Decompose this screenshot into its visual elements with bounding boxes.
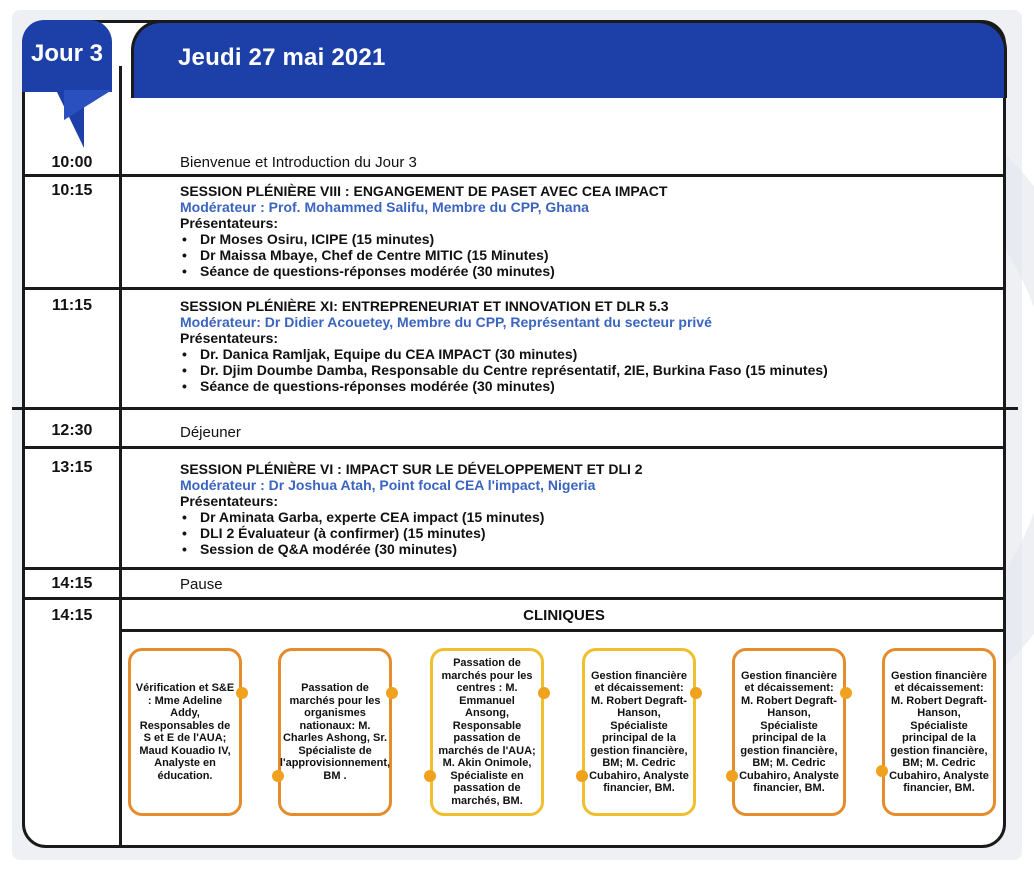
connector-dot	[236, 687, 248, 699]
session-block	[180, 183, 667, 279]
clinic-card	[582, 648, 696, 816]
time-slot: 14:15	[51, 607, 93, 624]
clinic-card	[128, 648, 242, 816]
agenda-item: Bienvenue et Introduction du Jour 3	[180, 154, 417, 171]
presenters-label: Présentateurs:	[180, 330, 279, 346]
connector-dot	[840, 687, 852, 699]
presenter-item: • Dr. Danica Ramljak, Equipe du CEA IMPACT (30 minutes)	[180, 346, 828, 362]
session-title: SESSION PLÉNIÈRE VIII : ENGANGEMENT DE PASET AVEC CEA IMPACT	[180, 183, 668, 199]
presenter-item: • DLI 2 Évaluateur (à confirmer) (15 minutes)	[180, 525, 643, 541]
presenters-label: Présentateurs:	[180, 493, 279, 509]
presenter-item: • Séance de questions-réponses modérée (30 minutes)	[180, 263, 667, 279]
time-slot: 14:15	[51, 575, 93, 592]
session-moderator: Modérateur : Prof. Mohammed Salifu, Membre du CPP, Ghana	[180, 199, 589, 215]
connector-dot	[690, 687, 702, 699]
session-block	[180, 461, 643, 557]
connector-dot	[726, 770, 738, 782]
row-divider	[22, 174, 1004, 177]
time-slot: 13:15	[51, 459, 93, 476]
row-divider	[22, 567, 1004, 570]
row-divider	[12, 407, 1018, 410]
row-divider	[22, 446, 1004, 449]
connector-dot	[424, 770, 436, 782]
row-divider	[22, 287, 1004, 290]
agenda-item: Pause	[180, 576, 223, 593]
row-divider	[22, 597, 1004, 600]
presenter-item: • Dr Maissa Mbaye, Chef de Centre MITIC (15 Minutes)	[180, 247, 667, 263]
clinic-card-text: Passation de marchés pour les organismes nationaux: M. Charles Ashong, Sr. Spécialiste de l'approvisionnement, BM .	[279, 682, 391, 782]
presenter-item: • Dr Aminata Garba, experte CEA impact (15 minutes)	[180, 509, 643, 525]
time-slot: 11:15	[51, 297, 93, 314]
connector-dot	[576, 770, 588, 782]
clinic-card-text: Vérification et S&E : Mme Adeline Addy, Responsables de S et E de l'AUA; Maud Kouadio IV, Analyste en éducation.	[135, 682, 235, 782]
clinic-card-text: Passation de marchés pour les centres : M. Emmanuel Ansong, Responsable passation de marchés de l'AUA; M. Akin Onimole, Spécialiste en passation de marchés, BM.	[438, 657, 536, 807]
connector-dot	[386, 687, 398, 699]
time-slot: 10:15	[51, 182, 93, 199]
time-column-divider	[119, 66, 122, 846]
connector-dot	[538, 687, 550, 699]
day-label: Jour 3	[30, 40, 104, 67]
time-slot: 10:00	[51, 154, 93, 171]
clinic-card-text: Gestion financière et décaissement: M. Robert Degraft-Hanson, Spécialiste principal de la gestion financière, BM; M. Cedric Cubahiro, Analyste financier, BM.	[589, 669, 689, 794]
clinic-card	[278, 648, 392, 816]
time-slot: 12:30	[51, 422, 93, 439]
presenter-item: • Session de Q&A modérée (30 minutes)	[180, 541, 643, 557]
row-divider	[119, 629, 1004, 632]
connector-dot	[876, 765, 888, 777]
connector-dot	[272, 770, 284, 782]
presenter-item: • Séance de questions-réponses modérée (30 minutes)	[180, 378, 828, 394]
clinic-card	[732, 648, 846, 816]
clinic-card	[882, 648, 996, 816]
clinic-card-text: Gestion financière et décaissement: M. Robert Degraft-Hanson, Spécialiste principal de la gestion financière, BM; M. Cedric Cubahiro, Analyste financier, BM.	[889, 669, 989, 794]
page-title: Jeudi 27 mai 2021	[178, 44, 386, 71]
presenter-item: • Dr Moses Osiru, ICIPE (15 minutes)	[180, 231, 667, 247]
cliniques-heading: CLINIQUES	[523, 607, 605, 624]
presenter-item: • Dr. Djim Doumbe Damba, Responsable du Centre représentatif, 2IE, Burkina Faso (15 minutes)	[180, 362, 828, 378]
session-title: SESSION PLÉNIÈRE VI : IMPACT SUR LE DÉVELOPPEMENT ET DLI 2	[180, 461, 643, 477]
presenters-label: Présentateurs:	[180, 215, 279, 231]
clinic-card-text: Gestion financière et décaissement: M. Robert Degraft-Hanson, Spécialiste principal de la gestion financière, BM; M. Cedric Cubahiro, Analyste financier, BM.	[739, 669, 839, 794]
session-moderator: Modérateur : Dr Joshua Atah, Point focal CEA l'impact, Nigeria	[180, 477, 596, 493]
session-title: SESSION PLÉNIÈRE XI: ENTREPRENEURIAT ET INNOVATION ET DLR 5.3	[180, 298, 669, 314]
session-moderator: Modérateur: Dr Didier Acouetey, Membre du CPP, Représentant du secteur privé	[180, 314, 712, 330]
clinic-card	[430, 648, 544, 816]
session-block	[180, 298, 828, 394]
agenda-item: Déjeuner	[180, 424, 241, 441]
